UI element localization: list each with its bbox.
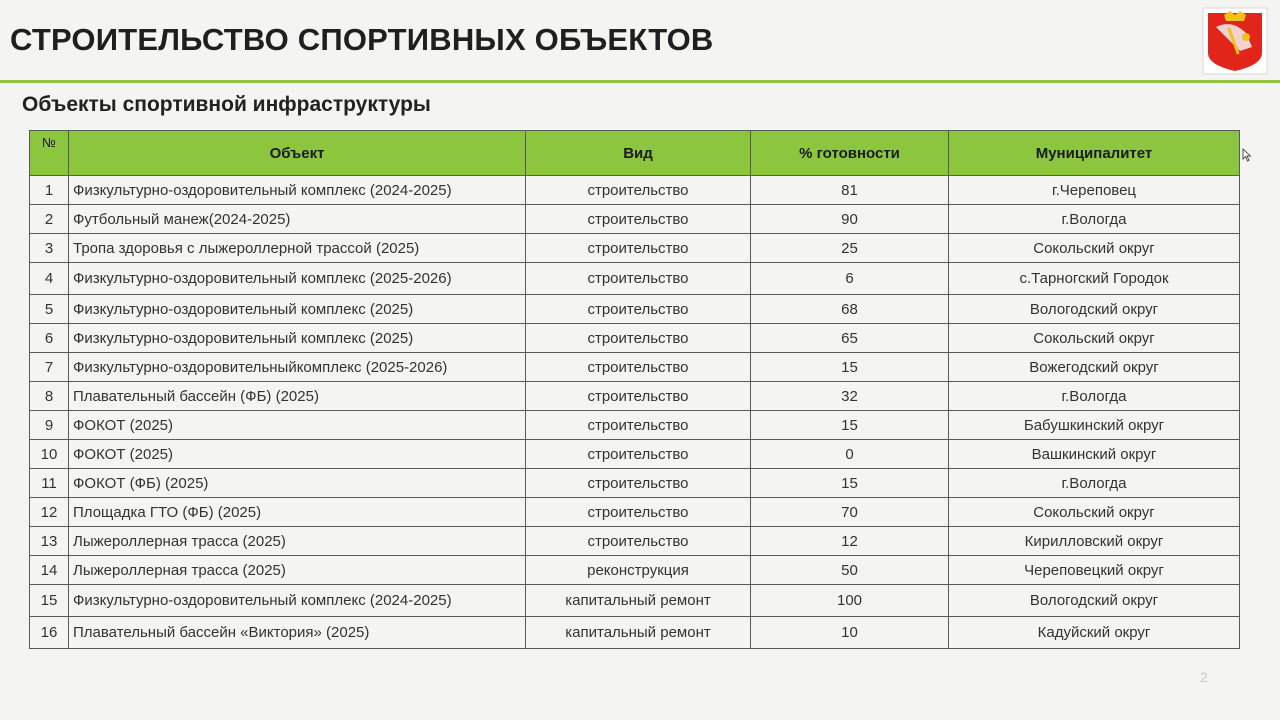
municipality-name: Сокольский округ [949, 498, 1240, 527]
table-row [30, 527, 1240, 556]
object-kind: строительство [526, 498, 751, 527]
object-kind: строительство [526, 205, 751, 234]
object-name: Физкультурно-оздоровительный комплекс (2025-2026) [69, 263, 526, 295]
object-name: Физкультурно-оздоровительный комплекс (2024-2025) [69, 585, 526, 617]
object-kind: строительство [526, 382, 751, 411]
municipality-name: Бабушкинский округ [949, 411, 1240, 440]
readiness-percent: 65 [751, 324, 949, 353]
object-kind: строительство [526, 411, 751, 440]
readiness-percent: 15 [751, 469, 949, 498]
municipality-name: г.Череповец [949, 176, 1240, 205]
municipality-name: Кадуйский округ [949, 617, 1240, 649]
object-kind: строительство [526, 176, 751, 205]
readiness-percent: 68 [751, 295, 949, 324]
table-row [30, 324, 1240, 353]
row-number: 16 [30, 617, 69, 649]
municipality-name: г.Вологда [949, 382, 1240, 411]
object-name: Физкультурно-оздоровительный комплекс (2025) [69, 295, 526, 324]
object-kind: капитальный ремонт [526, 617, 751, 649]
page-title: СТРОИТЕЛЬСТВО СПОРТИВНЫХ ОБЪЕКТОВ [10, 22, 714, 57]
table-row [30, 617, 1240, 649]
municipality-name: Череповецкий округ [949, 556, 1240, 585]
table-row [30, 205, 1240, 234]
object-kind: строительство [526, 324, 751, 353]
readiness-percent: 12 [751, 527, 949, 556]
object-name: Физкультурно-оздоровительный комплекс (2024-2025) [69, 176, 526, 205]
table-row [30, 469, 1240, 498]
object-kind: строительство [526, 469, 751, 498]
row-number: 2 [30, 205, 69, 234]
row-number: 15 [30, 585, 69, 617]
object-kind: строительство [526, 527, 751, 556]
readiness-percent: 32 [751, 382, 949, 411]
sports-objects-table [29, 130, 1240, 649]
row-number: 11 [30, 469, 69, 498]
object-name: ФОКОТ (2025) [69, 411, 526, 440]
readiness-percent: 100 [751, 585, 949, 617]
readiness-percent: 10 [751, 617, 949, 649]
table-row [30, 585, 1240, 617]
readiness-percent: 6 [751, 263, 949, 295]
object-kind: строительство [526, 353, 751, 382]
municipality-name: Кирилловский округ [949, 527, 1240, 556]
object-kind: строительство [526, 295, 751, 324]
municipality-name: Вашкинский округ [949, 440, 1240, 469]
object-name: Лыжероллерная трасса (2025) [69, 527, 526, 556]
readiness-percent: 90 [751, 205, 949, 234]
municipality-name: Сокольский округ [949, 234, 1240, 263]
object-name: Плавательный бассейн «Виктория» (2025) [69, 617, 526, 649]
header-num: № [30, 131, 69, 176]
object-name: Плавательный бассейн (ФБ) (2025) [69, 382, 526, 411]
municipality-name: Вожегодский округ [949, 353, 1240, 382]
municipality-name: Вологодский округ [949, 585, 1240, 617]
row-number: 7 [30, 353, 69, 382]
municipality-name: г.Вологда [949, 469, 1240, 498]
header-object: Объект [69, 131, 526, 176]
table-row [30, 440, 1240, 469]
readiness-percent: 15 [751, 411, 949, 440]
page-number: 2 [1200, 669, 1208, 685]
table-row [30, 498, 1240, 527]
row-number: 6 [30, 324, 69, 353]
table-row [30, 263, 1240, 295]
title-divider [0, 80, 1280, 83]
municipality-name: с.Тарногский Городок [949, 263, 1240, 295]
object-kind: строительство [526, 440, 751, 469]
coat-of-arms-icon [1202, 7, 1268, 75]
table-row [30, 176, 1240, 205]
object-name: Лыжероллерная трасса (2025) [69, 556, 526, 585]
object-kind: капитальный ремонт [526, 585, 751, 617]
object-kind: строительство [526, 234, 751, 263]
header-municipality: Муниципалитет [949, 131, 1240, 176]
readiness-percent: 50 [751, 556, 949, 585]
object-name: Площадка ГТО (ФБ) (2025) [69, 498, 526, 527]
row-number: 4 [30, 263, 69, 295]
row-number: 14 [30, 556, 69, 585]
object-name: Физкультурно-оздоровительный комплекс (2025) [69, 324, 526, 353]
row-number: 3 [30, 234, 69, 263]
header-readiness: % готовности [751, 131, 949, 176]
object-name: Футбольный манеж(2024-2025) [69, 205, 526, 234]
readiness-percent: 81 [751, 176, 949, 205]
row-number: 9 [30, 411, 69, 440]
mouse-cursor-icon [1242, 148, 1252, 167]
readiness-percent: 70 [751, 498, 949, 527]
row-number: 10 [30, 440, 69, 469]
object-kind: строительство [526, 263, 751, 295]
object-name: Физкультурно-оздоровительныйкомплекс (2025-2026) [69, 353, 526, 382]
header-kind: Вид [526, 131, 751, 176]
row-number: 13 [30, 527, 69, 556]
object-kind: реконструкция [526, 556, 751, 585]
table-row [30, 353, 1240, 382]
row-number: 8 [30, 382, 69, 411]
object-name: ФОКОТ (ФБ) (2025) [69, 469, 526, 498]
row-number: 1 [30, 176, 69, 205]
object-name: ФОКОТ (2025) [69, 440, 526, 469]
municipality-name: Вологодский округ [949, 295, 1240, 324]
readiness-percent: 25 [751, 234, 949, 263]
row-number: 5 [30, 295, 69, 324]
table-row [30, 295, 1240, 324]
table-row [30, 411, 1240, 440]
readiness-percent: 0 [751, 440, 949, 469]
object-name: Тропа здоровья с лыжероллерной трассой (2025) [69, 234, 526, 263]
table-row [30, 556, 1240, 585]
table-row [30, 234, 1240, 263]
table-header-row [30, 131, 1240, 176]
section-subtitle: Объекты спортивной инфраструктуры [22, 93, 431, 116]
table-row [30, 382, 1240, 411]
municipality-name: г.Вологда [949, 205, 1240, 234]
row-number: 12 [30, 498, 69, 527]
municipality-name: Сокольский округ [949, 324, 1240, 353]
readiness-percent: 15 [751, 353, 949, 382]
